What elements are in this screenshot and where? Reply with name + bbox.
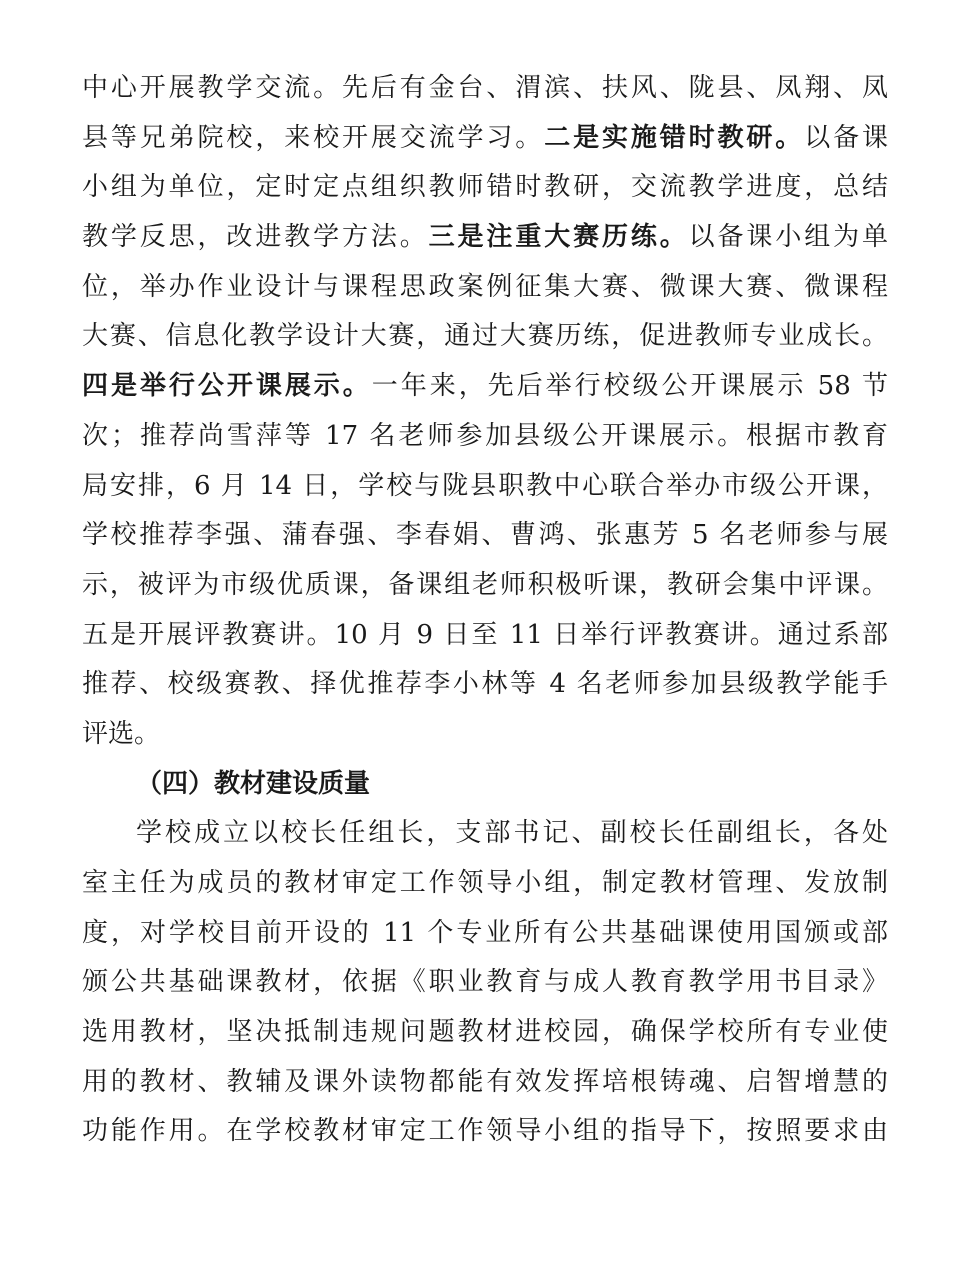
text-line: 中心开展教学交流。先后有金台、渭滨、扶风、陇县、凤翔、凤 [82, 73, 888, 103]
text-line: 功能作用。在学校教材审定工作领导小组的指导下，按照要求由 [82, 1116, 888, 1147]
text-line: 局安排，6 月 14 日，学校与陇县职教中心联合举办市级公开课， [82, 470, 888, 501]
text-line: 推荐、校级赛教、择优推荐李小林等 4 名老师参加县级教学能手 [82, 669, 888, 700]
text-line: 县等兄弟院校，来校开展交流学习。二是实施错时教研。以备课 [82, 122, 888, 153]
text-line: 颁公共基础课教材，依据《职业教育与成人教育教学用书目录》 [82, 967, 888, 998]
text-line: 教学反思，改进教学方法。三是注重大赛历练。以备课小组为单 [82, 222, 888, 253]
bold-phrase: 二是实施错时教研。 [544, 122, 805, 153]
text-line: 室主任为成员的教材审定工作领导小组，制定教材管理、发放制 [82, 868, 888, 898]
text-line: 大赛、信息化教学设计大赛，通过大赛历练，促进教师专业成长。 [82, 321, 888, 352]
text-line: 评选。 [82, 718, 161, 749]
text-line: 学校推荐李强、蒲春强、李春娟、曹鸿、张惠芳 5 名老师参与展 [82, 520, 888, 551]
text-line: 四是举行公开课展示。一年来，先后举行校级公开课展示 58 节 [82, 371, 888, 402]
paragraph-first-line: 学校成立以校长任组长，支部书记、副校长任副组长，各处 [136, 818, 888, 849]
body-text [82, 64, 888, 1157]
text-line: 用的教材、教辅及课外读物都能有效发挥培根铸魂、启智增慧的 [82, 1066, 888, 1097]
text-line: 次；推荐尚雪萍等 17 名老师参加县级公开课展示。根据市教育 [82, 420, 888, 451]
text-line: 小组为单位，定时定点组织教师错时教研，交流教学进度，总结 [82, 172, 888, 203]
text-line: 五是开展评教赛讲。10 月 9 日至 11 日举行评教赛讲。通过系部 [82, 619, 888, 650]
bold-phrase: 四是举行公开课展示。 [82, 371, 372, 402]
text-line: 度，对学校目前开设的 11 个专业所有公共基础课使用国颁或部 [82, 917, 888, 948]
text-line: 示，被评为市级优质课，备课组老师积极听课，教研会集中评课。 [82, 569, 888, 600]
text-line: 位，举办作业设计与课程思政案例征集大赛、微课大赛、微课程 [82, 271, 888, 302]
section-heading: （四）教材建设质量 [136, 768, 371, 799]
text-line: 选用教材，坚决抵制违规问题教材进校园，确保学校所有专业使 [82, 1017, 888, 1048]
bold-phrase: 三是注重大赛历练。 [428, 222, 689, 253]
